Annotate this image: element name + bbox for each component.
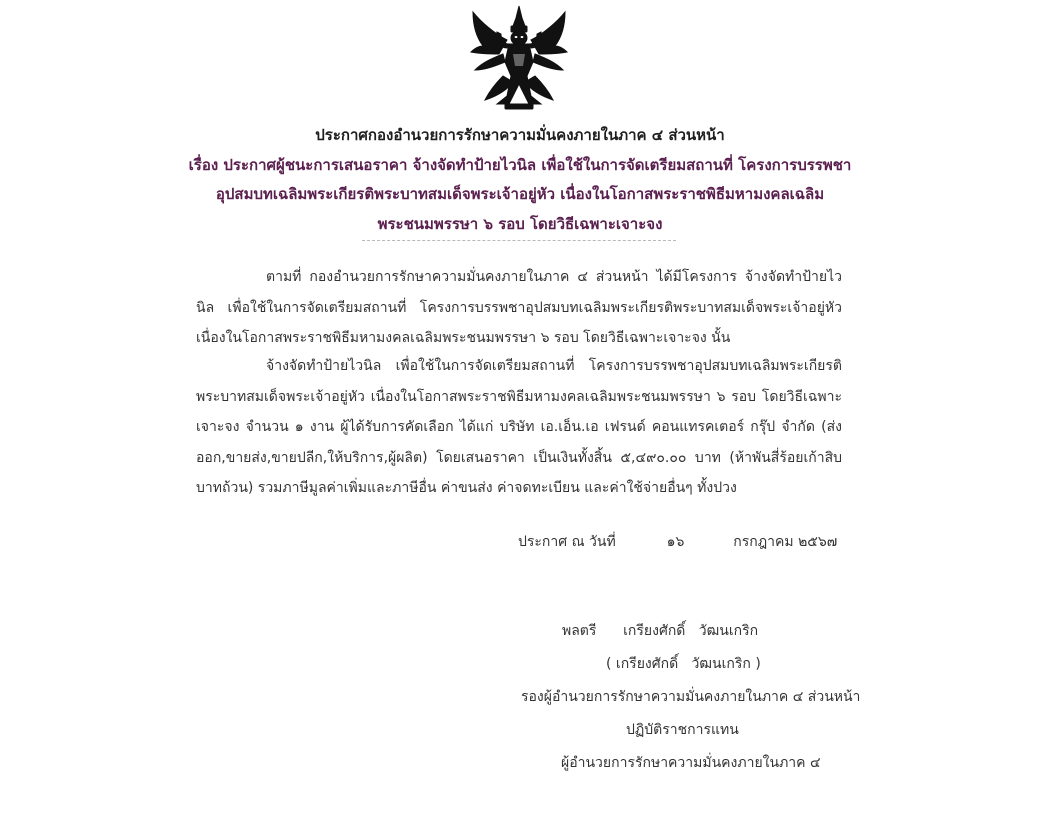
announcement-title <box>150 121 890 239</box>
announce-date-label: ประกาศ ณ วันที่ <box>518 534 616 550</box>
title-line-1: ประกาศกองอำนวยการรักษาความมั่นคงภายในภาค ๔ ส่วนหน้า <box>315 126 725 144</box>
body-paragraph-1: ตามที่ กองอำนวยการรักษาความมั่นคงภายในภาค ๔ ส่วนหน้า ได้มีโครงการ จ้างจัดทำป้ายไวนิล เพื่อใช้ในการจัดเตรียมสถานที่ โครงการบรรพชาอุปสมบทเฉลิมพระเกียรติพระบาทสมเด็จพระเจ้าอยู่หัว เนื่องในโอกาสพระราชพิธีมหามงคลเฉลิมพระชนมพรรษา ๖ รอบ โดยวิธีเฉพาะเจาะจง นั้น <box>196 269 842 346</box>
signer-position-2: ปฏิบัติราชการแทน <box>626 722 739 738</box>
garuda-emblem-icon <box>467 4 571 114</box>
announce-date <box>518 528 837 556</box>
body-paragraph-2: จ้างจัดทำป้ายไวนิล เพื่อใช้ในการจัดเตรียมสถานที่ โครงการบรรพชาอุปสมบทเฉลิมพระเกียรติพระบาทสมเด็จพระเจ้าอยู่หัว เนื่องในโอกาสพระราชพิธีมหามงคลเฉลิมพระชนมพรรษา ๖ รอบ โดยวิธีเฉพาะเจาะจง จำนวน ๑ งาน ผู้ได้รับการคัดเลือก ได้แก่ บริษัท เอ.เอ็น.เอ เฟรนด์ คอนแทรคเตอร์ กรุ๊ป จำกัด (ส่งออก,ขายส่ง,ขายปลีก,ให้บริการ,ผู้ผลิต) โดยเสนอราคา เป็นเงินทั้งสิ้น ๕,๔๙๐.๐๐ บาท (ห้าพันสี่ร้อยเก้าสิบบาทถ้วน) รวมภาษีมูลค่าเพิ่มและภาษีอื่น ค่าขนส่ง ค่าจดทะเบียน และค่าใช้จ่ายอื่นๆ ทั้งปวง <box>196 358 842 496</box>
divider <box>362 240 676 241</box>
title-line-2: เรื่อง ประกาศผู้ชนะการเสนอราคา จ้างจัดทำป้ายไวนิล เพื่อใช้ในการจัดเตรียมสถานที่ โครงการบรรพชา <box>188 155 852 174</box>
announce-date-day: ๑๖ <box>666 534 685 550</box>
printed-name: ( เกรียงศักดิ์ วัฒนเกริก ) <box>606 656 761 672</box>
signed-name: พลตรี เกรียงศักดิ์ วัฒนเกริก <box>562 623 759 639</box>
signer-position-3: ผู้อำนวยการรักษาความมั่นคงภายในภาค ๔ <box>561 755 821 771</box>
signer-position-1: รองผู้อำนวยการรักษาความมั่นคงภายในภาค ๔ ส่วนหน้า <box>521 689 861 705</box>
title-line-4: พระชนมพรรษา ๖ รอบ โดยวิธีเฉพาะเจาะจง <box>377 214 663 233</box>
announce-date-month-year: กรกฎาคม ๒๕๖๗ <box>733 534 838 550</box>
title-line-3: อุปสมบทเฉลิมพระเกียรติพระบาทสมเด็จพระเจ้าอยู่หัว เนื่องในโอกาสพระราชพิธีมหามงคลเฉลิม <box>215 185 825 203</box>
